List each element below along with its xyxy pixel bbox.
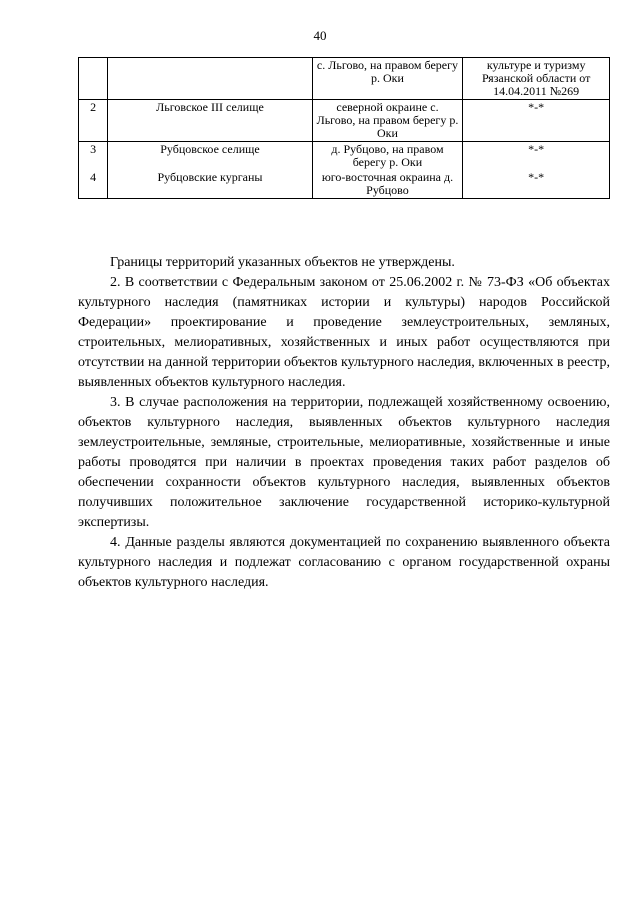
object-document-cell: *-* <box>463 100 610 142</box>
object-location-cell: северной окраине с. Льгово, на правом берегу р. Оки <box>312 100 463 142</box>
table-row <box>79 100 610 142</box>
row-number-cell: 4 <box>79 170 108 199</box>
paragraph-2: 2. В соответствии с Федеральным законом от 25.06.2002 г. № 73-ФЗ «Об объектах культурного наследия (памятниках истории и культуры) народов Российской Федерации» проектирование и проведение землеустроительных, земляных, строительных, мелиоративных, хозяйственных и иных работ осуществляются при отсутствии на данной территории объектов культурного наследия, включенных в реестр, выявленных объектов культурного наследия. <box>78 275 610 390</box>
row-number-cell <box>79 58 108 100</box>
table-row <box>79 58 610 100</box>
object-name-cell <box>108 58 312 100</box>
object-location-cell: с. Льгово, на правом берегу р. Оки <box>312 58 463 100</box>
paragraph-boundaries: Границы территорий указанных объектов не утверждены. <box>110 255 455 270</box>
object-document-cell: культуре и туризму Рязанской области от 14.04.2011 №269 <box>463 58 610 100</box>
table-row <box>79 142 610 171</box>
object-name-cell: Рубцовское селище <box>108 142 312 171</box>
heritage-objects-table <box>78 57 610 199</box>
object-name-cell: Льговское III селище <box>108 100 312 142</box>
object-location-cell: д. Рубцово, на правом берегу р. Оки <box>312 142 463 171</box>
row-number-cell: 2 <box>79 100 108 142</box>
paragraph-3: 3. В случае расположения на территории, подлежащей хозяйственному освоению, объектов культурного наследия, выявленных объектов культурного наследия землеустроительные, земляные, строительные, мелиоративные, хозяйственные и иные работы проводятся при наличии в проектах проведения таких работ разделов об обеспечении сохранности объектов культурного наследия, выявленных объектов получивших положительное заключение государственной историко-культурной экспертизы. <box>78 395 610 530</box>
row-number-cell: 3 <box>79 142 108 171</box>
object-name-cell: Рубцовские курганы <box>108 170 312 199</box>
table-row <box>79 170 610 199</box>
body-text <box>78 253 610 593</box>
object-document-cell: *-* <box>463 142 610 171</box>
object-location-cell: юго-восточная окраина д. Рубцово <box>312 170 463 199</box>
paragraph-4: 4. Данные разделы являются документацией по сохранению выявленного объекта культурного наследия и подлежат согласованию с органом государственной охраны объектов культурного наследия. <box>78 535 610 590</box>
object-document-cell: *-* <box>463 170 610 199</box>
page-number: 40 <box>313 28 327 43</box>
